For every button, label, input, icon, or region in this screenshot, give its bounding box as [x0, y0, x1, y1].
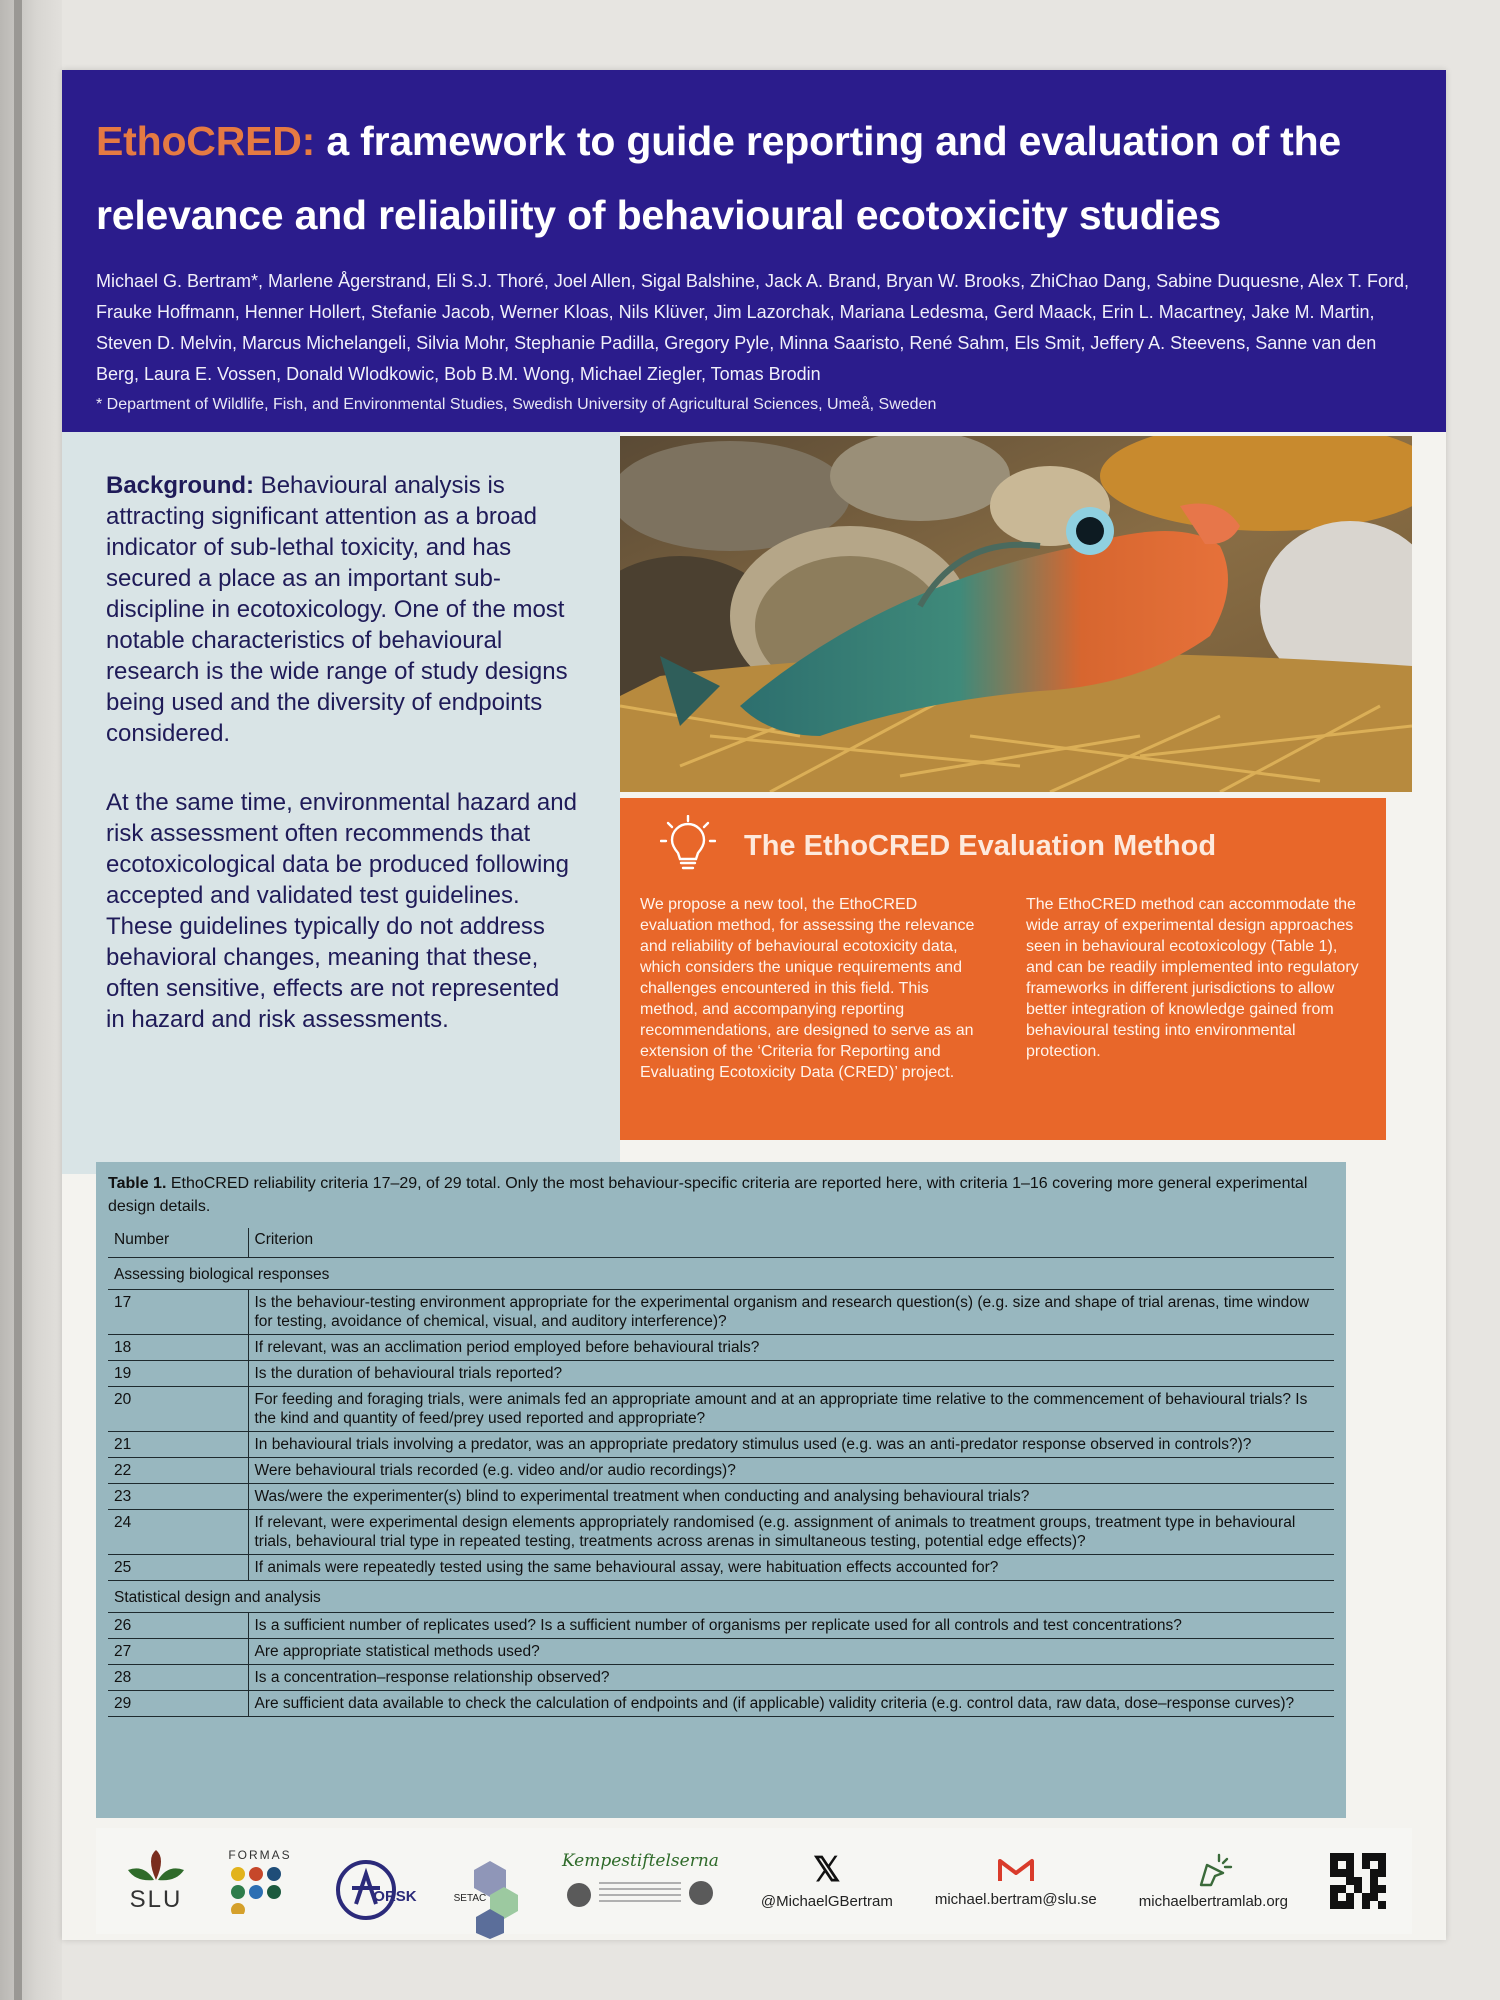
method-box: [620, 798, 1386, 1140]
criterion-text: Is the behaviour-testing environment appropriate for the experimental organism and research question(s) (e.g. size and shape of trial arenas, time window for testing, avoidance of chemical, visual, and auditory interference)?: [248, 1289, 1334, 1334]
kempe-logo: [562, 1851, 719, 1911]
background-text-1: Behavioural analysis is attracting significant attention as a broad indicator of sub-lethal toxicity, and has secured a place as an important sub-discipline in ecotoxicology. One of the most notable characteristics of behavioural research is the wide range of study designs being used and the diversity of endpoints considered.: [106, 472, 568, 747]
criterion-text: If animals were repeatedly tested using the same behavioural assay, were habituation effects accounted for?: [248, 1554, 1334, 1580]
criterion-number: 26: [108, 1612, 248, 1638]
method-columns: [640, 894, 1366, 1083]
criterion-text: In behavioural trials involving a predator, was an appropriate predatory stimulus used (e.g. was an anti-predator response observed in controls?)?: [248, 1431, 1334, 1457]
table-section-row: [108, 1257, 1334, 1289]
fish-photo: [620, 436, 1412, 792]
criterion-number: 27: [108, 1638, 248, 1664]
criterion-number: 21: [108, 1431, 248, 1457]
kempe-text: Kempestiftelserna: [561, 1851, 719, 1871]
formas-dot: [249, 1867, 263, 1881]
table-row: [108, 1431, 1334, 1457]
criteria-table-box: [96, 1162, 1346, 1818]
method-text-2: The EthoCRED method can accommodate the wide array of experimental design approaches seen in behavioural ecotoxicology (Table 1), and can be readily implemented into regulatory frameworks in different jurisdictions to allow better integration of knowledge gained from behavioural testing into environmental protection.: [1026, 896, 1359, 1060]
criterion-number: 18: [108, 1334, 248, 1360]
x-logo-icon: 𝕏: [813, 1850, 841, 1889]
method-text-1: We propose a new tool, the EthoCRED evaluation method, for assessing the relevance and reliability of behavioural ecotoxicity data, which considers the unique requirements and challenges encountered in this field. This method, and accompanying reporting recommendations, are designed to serve as an extension of the ‘Criteria for Reporting and Evaluating Ecotoxicity Data (CRED)’ project.: [640, 896, 975, 1081]
criterion-text: Was/were the experimenter(s) blind to experimental treatment when conducting and analysing behavioural trials?: [248, 1483, 1334, 1509]
table-header-row: [108, 1228, 1334, 1257]
criterion-text: Are sufficient data available to check the calculation of endpoints and (if applicable) validity criteria (e.g. control data, raw data, dose–response curves)?: [248, 1690, 1334, 1716]
setac-logo: [453, 1859, 520, 1904]
website-contact[interactable]: [1139, 1853, 1288, 1910]
criterion-number: 22: [108, 1457, 248, 1483]
criterion-text: Are appropriate statistical methods used?: [248, 1638, 1334, 1664]
table-section-row: [108, 1580, 1334, 1612]
kempe-portraits-icon: [565, 1871, 715, 1911]
criterion-number: 19: [108, 1360, 248, 1386]
table-section-title: Assessing biological responses: [108, 1257, 1334, 1289]
setac-text: SETAC: [453, 1892, 487, 1904]
table-row: [108, 1612, 1334, 1638]
criterion-text: Is a concentration–response relationship observed?: [248, 1664, 1334, 1690]
formas-dot: [231, 1903, 245, 1914]
criterion-number: 24: [108, 1509, 248, 1554]
table-section-title: Statistical design and analysis: [108, 1580, 1334, 1612]
table-row: [108, 1509, 1334, 1554]
author-list: Michael G. Bertram*, Marlene Ågerstrand, Eli S.J. Thoré, Joel Allen, Sigal Balshine, Jack A. Brand, Bryan W. Brooks, ZhiChao Dang, Sabine Duquesne, Alex T. Ford, Frauke Hoffmann, Henner Hollert, Stefanie Jacob, Werner Kloas, Nils Klüver, Jim Lazorchak, Mariana Ledesma, Gerd Maack, Erin L. Macartney, Jake M. Martin, Steven D. Melvin, Marcus Michelangeli, Silvia Mohr, Stephanie Padilla, Gregory Pyle, Minna Saaristo, René Sahm, Els Smit, Jeffery A. Steevens, Sanne van den Berg, Laura E. Vossen, Donald Wlodkowic, Bob B.M. Wong, Michael Ziegler, Tomas Brodin: [96, 271, 1409, 384]
column-header-number: Number: [108, 1228, 248, 1257]
affiliation: * Department of Wildlife, Fish, and Environmental Studies, Swedish University of Agricultural Sciences, Umeå, Sweden: [96, 396, 937, 413]
x-contact[interactable]: [760, 1850, 893, 1910]
formas-dots-icon: [228, 1866, 292, 1914]
column-header-criterion: Criterion: [248, 1228, 1334, 1257]
table-caption-text: EthoCRED reliability criteria 17–29, of 29 total. Only the most behaviour-specific criteria are reported here, with criteria 1–16 covering more general experimental design details.: [108, 1175, 1308, 1215]
x-handle[interactable]: @MichaelGBertram: [760, 1892, 893, 1910]
criterion-text: Were behavioural trials recorded (e.g. video and/or audio recordings)?: [248, 1457, 1334, 1483]
gmail-icon: [996, 1855, 1036, 1885]
table-caption: [108, 1172, 1334, 1218]
forsk-logo: [334, 1858, 418, 1905]
forsk-text: ORSK: [373, 1887, 417, 1905]
formas-logo: [228, 1848, 292, 1914]
table-caption-lead: Table 1.: [108, 1175, 167, 1192]
title-rest: a framework to guide reporting and evaluation of the relevance and reliability of behavioural ecotoxicity studies: [96, 118, 1342, 238]
background-paragraph-1: [106, 470, 580, 749]
table-row: [108, 1664, 1334, 1690]
table-row: [108, 1457, 1334, 1483]
criterion-text: If relevant, was an acclimation period employed before behavioural trials?: [248, 1334, 1334, 1360]
email-address[interactable]: michael.bertram@slu.se: [934, 1890, 1097, 1908]
method-title: The EthoCRED Evaluation Method: [744, 829, 1217, 862]
criterion-text: For feeding and foraging trials, were animals fed an appropriate amount and at an appropriate time relative to the commencement of behavioural trials? Is the kind and quantity of feed/prey used reported and appropriate?: [248, 1386, 1334, 1431]
qr-code[interactable]: [1330, 1853, 1386, 1909]
formas-text: FORMAS: [228, 1848, 292, 1862]
wall-edge: [0, 0, 62, 2000]
slu-text: SLU: [129, 1886, 183, 1913]
criterion-text: If relevant, were experimental design elements appropriately randomised (e.g. assignment of animals to treatment groups, treatment type in behavioural trials, behavioural trial type in repeated testing, treatments across arenas in simultaneous testing, potential edge effects)?: [248, 1509, 1334, 1554]
table-row: [108, 1554, 1334, 1580]
table-row: [108, 1360, 1334, 1386]
poster-title: [96, 104, 1412, 252]
poster: [62, 70, 1446, 1940]
table-row: [108, 1483, 1334, 1509]
cursor-click-icon: [1193, 1853, 1233, 1887]
table-row: [108, 1638, 1334, 1664]
email-contact[interactable]: [935, 1855, 1097, 1908]
table-row: [108, 1690, 1334, 1716]
criterion-number: 17: [108, 1289, 248, 1334]
criteria-table: [108, 1228, 1334, 1717]
website-url[interactable]: michaelbertramlab.org: [1138, 1892, 1288, 1910]
formas-dot: [267, 1867, 281, 1881]
slu-logo: [126, 1848, 186, 1914]
formas-dot: [231, 1867, 245, 1881]
poster-header: [62, 70, 1446, 432]
slu-leaf-icon: [126, 1848, 186, 1888]
formas-dot: [231, 1885, 245, 1899]
background-section: [62, 432, 620, 1174]
criterion-text: Is the duration of behavioural trials reported?: [248, 1360, 1334, 1386]
criterion-number: 23: [108, 1483, 248, 1509]
background-lead: Background:: [106, 472, 255, 499]
title-accent: EthoCRED:: [96, 118, 316, 164]
formas-dot: [249, 1885, 263, 1899]
criterion-text: Is a sufficient number of replicates used? Is a sufficient number of organisms per replicate used for all controls and test concentrations?: [248, 1612, 1334, 1638]
formas-dot: [267, 1885, 281, 1899]
background-paragraph-2: At the same time, environmental hazard and risk assessment often recommends that ecotoxicological data be produced following accepted and validated test guidelines. These guidelines typically do not address behavioral changes, meaning that these, often sensitive, effects are not represented in hazard and risk assessments.: [106, 789, 577, 1033]
criterion-number: 28: [108, 1664, 248, 1690]
criterion-number: 25: [108, 1554, 248, 1580]
footer-logos: [96, 1828, 1412, 1934]
table-row: [108, 1334, 1334, 1360]
method-header: [640, 798, 1366, 894]
criterion-number: 29: [108, 1690, 248, 1716]
lightbulb-icon: [660, 815, 716, 877]
criterion-number: 20: [108, 1386, 248, 1431]
table-row: [108, 1289, 1334, 1334]
table-row: [108, 1386, 1334, 1431]
qr-code-icon[interactable]: [1330, 1853, 1386, 1909]
table-body: [108, 1257, 1334, 1716]
